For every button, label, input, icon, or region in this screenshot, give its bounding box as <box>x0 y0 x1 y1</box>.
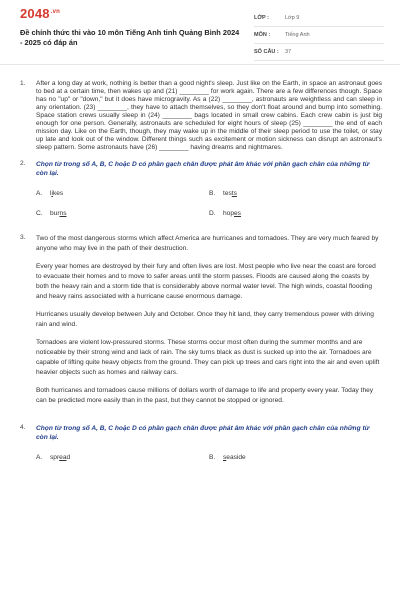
word-part: hop <box>223 210 235 217</box>
meta-row-count <box>254 44 384 61</box>
meta-row-subject <box>254 27 384 44</box>
meta-key: SỐ CÂU : <box>254 49 279 55</box>
underlined-part: es <box>234 210 241 217</box>
option-letter: B. <box>209 454 216 461</box>
word-part: kes <box>52 190 64 197</box>
meta-key: MÔN : <box>254 32 271 38</box>
question-number: 1. <box>20 80 26 87</box>
underlined-part: ns <box>59 210 67 217</box>
option-letter: B. <box>209 190 216 197</box>
option-word <box>223 210 241 218</box>
passage-paragraph: Every year homes are destroyed by their fury and often lives are lost. Most people who live near the coast are forced to evacuate their homes and to move to safer areas until the storm passes. Floods are caused along the coasts by both the heavy rain and a storm tide that is considerably above normal water level. The high winds, coastal flooding and heavy rains associated with a hurricane cause enormous damage. <box>36 263 376 300</box>
option-word <box>223 454 246 462</box>
option-d[interactable] <box>209 210 382 218</box>
underlined-part: s <box>223 454 227 461</box>
option-b[interactable] <box>209 190 382 198</box>
option-word <box>223 190 237 198</box>
option-b[interactable] <box>209 454 382 462</box>
underlined-part: ts <box>231 190 237 197</box>
question-4 <box>20 424 382 462</box>
meta-value: 37 <box>285 49 292 55</box>
answer-options <box>36 454 382 462</box>
underlined-part: ea <box>59 454 67 461</box>
passage-paragraph: Tornadoes are violent low-pressured storms. These storms occur most often during the summer months and are noticeable by their strong wind and lack of rain. The sky turns black as dust is sucked up into the air. Tornadoes are capable of lifting quite heavy objects from the ground. They can pick up trees and cars right into the air and even uplift heavier objects such as homes and railway cars. <box>36 339 380 376</box>
passage-paragraph: Two of the most dangerous storms which affect America are hurricanes and tornadoes. They are very much feared by anyone who may live in the path of their destruction. <box>36 235 379 252</box>
question-3 <box>20 234 382 414</box>
option-letter: A. <box>36 190 43 197</box>
logo-text: 2048 <box>20 6 50 21</box>
site-logo[interactable] <box>20 6 60 21</box>
word-part: l <box>50 190 52 197</box>
page-title: Đề chính thức thi vào 10 môn Tiếng Anh tỉnh Quảng Bình 2024 - 2025 có đáp án <box>20 28 240 47</box>
word-part: spr <box>50 454 60 461</box>
meta-value: Lớp 9 <box>285 15 300 21</box>
option-word <box>50 190 63 198</box>
word-part: d <box>66 454 71 461</box>
word-part: tes <box>223 190 232 197</box>
question-2 <box>20 160 382 218</box>
question-number: 3. <box>20 234 26 241</box>
question-number: 2. <box>20 160 26 167</box>
option-word <box>50 454 70 462</box>
question-instruction: Chọn từ trong số A, B, C hoặc D có phần gạch chân được phát âm khác với phần gạch chân của những từ còn lại. <box>36 161 370 177</box>
option-word <box>50 210 67 218</box>
word-part: easide <box>226 454 246 461</box>
question-1 <box>20 80 382 152</box>
meta-row-grade <box>254 10 384 27</box>
option-a[interactable] <box>36 190 209 198</box>
option-letter: A. <box>36 454 43 461</box>
option-letter: C. <box>36 210 43 217</box>
passage-paragraph: Hurricanes usually develop between July and October. Once they hit land, they carry tremendous power with driving rain and wind. <box>36 311 374 328</box>
word-part: bur <box>50 210 60 217</box>
underlined-part: i <box>51 190 53 197</box>
question-list <box>20 80 382 462</box>
logo-suffix: .vn <box>50 8 61 15</box>
page-header <box>0 0 400 65</box>
meta-value: Tiếng Anh <box>285 32 310 38</box>
question-passage: After a long day at work, nothing is better than a good night's sleep. Just like on the Earth, in space an astronaut goes to bed at a certain time, then wakes up and (21) ________ for work again. There are a few differences though. Space has no "up" or "down," but it does have microgravity. As a (22) ________, astronauts are weightless and can sleep in any orientation. (23) ________, they have to attach themselves, so they don't float around and bump into something. Space station crews usually sleep in (24) ________ bags located in small crew cabins. Each crew cabin is just big enough for one person. Generally, astronauts are scheduled for eight hours of sleep (25) ________ the end of each mission day. Like on the Earth, though, they may wake up in the middle of their sleep period to use the toilet, or stay up late and look out of the window. Different things such as excitement or motion sickness can disrupt an astronaut's sleep pattern. Some astronauts have (26) ________ having dreams and nightmares. <box>36 80 382 151</box>
meta-key: LỚP : <box>254 15 269 21</box>
option-letter: D. <box>209 210 216 217</box>
passage-paragraph: Both hurricanes and tornadoes cause millions of dollars worth of damage to life and property every year. Today they can be predicted more easily than in the past, but they cannot be stopped or ignored. <box>36 387 374 404</box>
question-number: 4. <box>20 424 26 431</box>
question-instruction: Chọn từ trong số A, B, C hoặc D có phần gạch chân được phát âm khác với phần gạch chân của những từ còn lại. <box>36 425 370 441</box>
option-c[interactable] <box>36 210 209 218</box>
meta-table <box>254 10 384 61</box>
answer-options <box>36 190 382 218</box>
option-a[interactable] <box>36 454 209 462</box>
